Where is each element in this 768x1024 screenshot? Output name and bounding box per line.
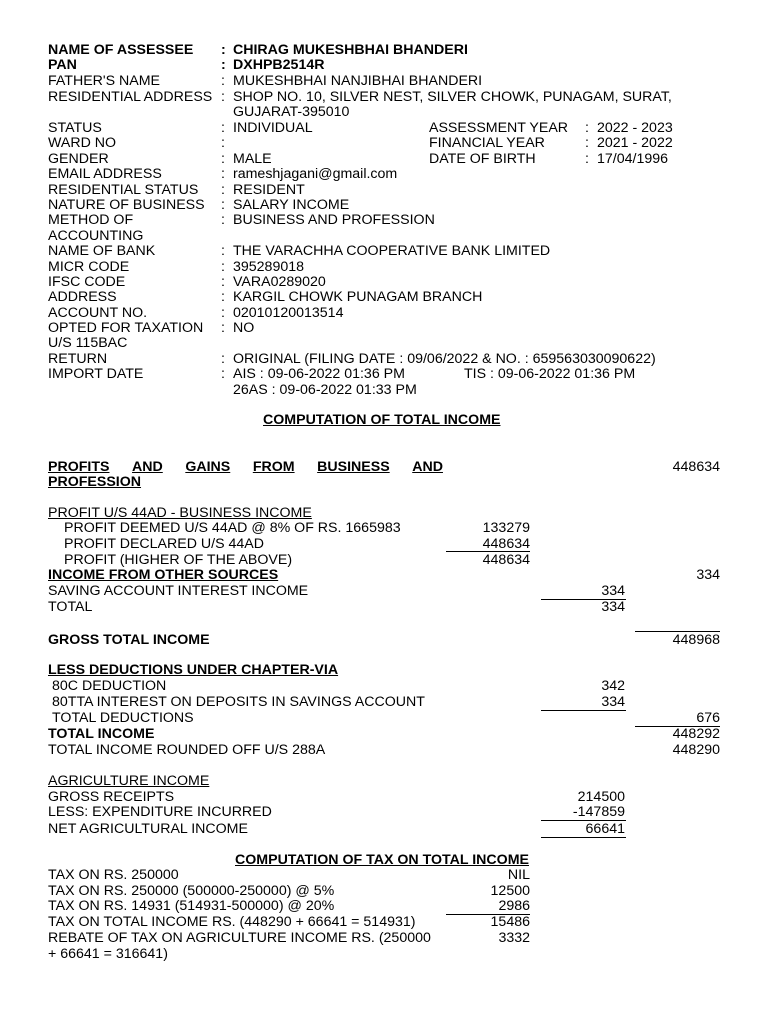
d80tta-label: 80TTA INTEREST ON DEPOSITS IN SAVINGS ACCOUNT <box>52 694 425 710</box>
opted-label: OPTED FOR TAXATION <box>48 320 204 336</box>
net-agri-value: 66641 <box>585 821 625 837</box>
micr-value: 395289018 <box>233 259 305 275</box>
fy-value: 2021 - 2022 <box>597 135 673 151</box>
rounded-income-value: 448290 <box>672 742 720 758</box>
ay-label: ASSESSMENT YEAR <box>429 120 569 136</box>
total-income-value: 448292 <box>672 726 720 742</box>
bank-address-value: KARGIL CHOWK PUNAGAM BRANCH <box>233 289 483 305</box>
tax-line-2-label: TAX ON RS. 250000 (500000-250000) @ 5% <box>48 883 335 899</box>
colon: : <box>221 351 225 367</box>
colon: : <box>221 289 225 305</box>
deductions-heading: LESS DEDUCTIONS UNDER CHAPTER-VIA <box>48 662 339 678</box>
pgbp-word: PROFITS <box>48 459 110 475</box>
gross-receipts-label: GROSS RECEIPTS <box>48 789 175 805</box>
colon: : <box>221 57 226 73</box>
address-value-line2: GUJARAT-395010 <box>233 104 350 120</box>
gti-label: GROSS TOTAL INCOME <box>48 632 210 648</box>
d80tta-value: 334 <box>601 694 625 710</box>
import-tis: TIS : 09-06-2022 01:36 PM <box>464 366 636 382</box>
colon: : <box>221 320 225 336</box>
pgbp-word: AND <box>412 459 443 475</box>
total-income-label: TOTAL INCOME <box>48 726 155 742</box>
method-label-line2: ACCOUNTING <box>48 228 144 244</box>
status-label: STATUS <box>48 120 102 136</box>
tax-line-1-label: TAX ON RS. 250000 <box>48 867 179 883</box>
tax-line-3-label: TAX ON RS. 14931 (514931-500000) @ 20% <box>48 898 335 914</box>
profit-higher-label: PROFIT (HIGHER OF THE ABOVE) <box>64 552 293 568</box>
tax-line-4-value: 15486 <box>490 914 530 930</box>
ios-subtotal-value: 334 <box>601 599 625 615</box>
tax-rebate-value: 3332 <box>498 930 530 946</box>
gender-value: MALE <box>233 151 272 167</box>
profit-deemed-value: 133279 <box>482 520 530 536</box>
dob-label: DATE OF BIRTH <box>429 151 536 167</box>
expenditure-label: LESS: EXPENDITURE INCURRED <box>48 804 272 820</box>
import-label: IMPORT DATE <box>48 366 144 382</box>
tax-rebate-label: REBATE OF TAX ON AGRICULTURE INCOME RS. (250000 <box>48 930 431 946</box>
nature-label: NATURE OF BUSINESS <box>48 197 205 213</box>
pgbp-total: 448634 <box>672 459 720 475</box>
section-44ad-title: PROFIT U/S 44AD - BUSINESS INCOME <box>48 505 312 521</box>
opted-value: NO <box>233 320 255 336</box>
gross-receipts-value: 214500 <box>577 789 625 805</box>
profit-declared-label: PROFIT DECLARED U/S 44AD <box>64 536 264 552</box>
total-deductions-label: TOTAL DEDUCTIONS <box>52 710 194 726</box>
dob-value: 17/04/1996 <box>597 151 669 167</box>
rounded-income-label: TOTAL INCOME ROUNDED OFF U/S 288A <box>48 742 326 758</box>
d80c-value: 342 <box>601 678 625 694</box>
colon: : <box>221 212 225 228</box>
saving-interest-value: 334 <box>601 583 625 599</box>
email-label: EMAIL ADDRESS <box>48 166 162 182</box>
colon: : <box>221 305 225 321</box>
email-value: rameshjagani@gmail.com <box>233 166 398 182</box>
colon: : <box>221 197 225 213</box>
residential-status-value: RESIDENT <box>233 182 305 198</box>
tax-line-1-value: NIL <box>507 867 530 883</box>
ifsc-label: IFSC CODE <box>48 274 126 290</box>
tax-line-2-value: 12500 <box>490 883 530 899</box>
colon: : <box>221 182 225 198</box>
colon: : <box>221 259 225 275</box>
ifsc-value: VARA0289020 <box>233 274 326 290</box>
colon: : <box>221 120 225 136</box>
status-value: INDIVIDUAL <box>233 120 313 136</box>
tax-line-3-value: 2986 <box>498 898 530 914</box>
bank-value: THE VARACHHA COOPERATIVE BANK LIMITED <box>233 243 551 259</box>
profit-declared-value: 448634 <box>482 536 530 552</box>
account-label: ACCOUNT NO. <box>48 305 148 321</box>
saving-interest-label: SAVING ACCOUNT INTEREST INCOME <box>48 583 309 599</box>
pgbp-word: BUSINESS <box>317 459 390 475</box>
pgbp-heading-line2: PROFESSION <box>48 474 142 490</box>
profit-deemed-label: PROFIT DEEMED U/S 44AD @ 8% OF RS. 1665983 <box>64 520 401 536</box>
method-value: BUSINESS AND PROFESSION <box>233 212 435 228</box>
colon: : <box>585 120 589 136</box>
colon: : <box>221 274 225 290</box>
father-label: FATHER'S NAME <box>48 73 161 89</box>
colon: : <box>221 135 225 151</box>
computation-title: COMPUTATION OF TOTAL INCOME <box>263 412 501 428</box>
colon: : <box>221 243 225 259</box>
method-label: METHOD OF <box>48 212 134 228</box>
bank-label: NAME OF BANK <box>48 243 156 259</box>
tax-title: COMPUTATION OF TAX ON TOTAL INCOME <box>235 852 529 868</box>
colon: : <box>221 366 225 382</box>
pgbp-word: AND <box>132 459 163 475</box>
colon: : <box>221 166 225 182</box>
opted-label-line2: U/S 115BAC <box>48 335 128 351</box>
address-value: SHOP NO. 10, SILVER NEST, SILVER CHOWK, PUNAGAM, SURAT, <box>233 89 672 105</box>
d80c-label: 80C DEDUCTION <box>52 678 167 694</box>
ward-label: WARD NO <box>48 135 117 151</box>
total-deductions-value: 676 <box>696 710 720 726</box>
ay-value: 2022 - 2023 <box>597 120 673 136</box>
colon: : <box>221 42 226 58</box>
ios-subtotal-label: TOTAL <box>48 599 93 615</box>
account-value: 02010120013514 <box>233 305 344 321</box>
ios-heading: INCOME FROM OTHER SOURCES <box>48 567 279 583</box>
bank-address-label: ADDRESS <box>48 289 117 305</box>
pgbp-heading <box>48 459 443 475</box>
expenditure-value: -147859 <box>572 804 625 820</box>
tax-rebate-label-line2: + 66641 = 316641) <box>48 946 168 962</box>
address-label: RESIDENTIAL ADDRESS <box>48 89 213 105</box>
colon: : <box>585 151 589 167</box>
tax-line-4-label: TAX ON TOTAL INCOME RS. (448290 + 66641 = 514931) <box>48 914 416 930</box>
assessee-label: NAME OF ASSESSEE <box>48 42 194 58</box>
pgbp-word: GAINS <box>185 459 231 475</box>
import-ais: AIS : 09-06-2022 01:36 PM <box>233 366 405 382</box>
nature-value: SALARY INCOME <box>233 197 350 213</box>
pan-value: DXHPB2514R <box>233 57 325 73</box>
subtotal-rule <box>541 837 626 838</box>
gender-label: GENDER <box>48 151 109 167</box>
residential-status-label: RESIDENTIAL STATUS <box>48 182 199 198</box>
assessee-value: CHIRAG MUKESHBHAI BHANDERI <box>233 42 468 58</box>
import-26as: 26AS : 09-06-2022 01:33 PM <box>233 382 417 398</box>
return-value: ORIGINAL (FILING DATE : 09/06/2022 & NO. : 659563030090622) <box>233 351 656 367</box>
subtotal-rule <box>541 710 626 711</box>
colon: : <box>221 89 225 105</box>
colon: : <box>221 73 225 89</box>
ios-total: 334 <box>696 567 720 583</box>
colon: : <box>585 135 589 151</box>
gti-value: 448968 <box>672 632 720 648</box>
colon: : <box>221 151 225 167</box>
agriculture-heading: AGRICULTURE INCOME <box>48 773 210 789</box>
profit-higher-value: 448634 <box>482 552 530 568</box>
micr-label: MICR CODE <box>48 259 130 275</box>
pan-label: PAN <box>48 57 77 73</box>
net-agri-label: NET AGRICULTURAL INCOME <box>48 821 248 837</box>
pgbp-word: FROM <box>252 459 295 475</box>
father-value: MUKESHBHAI NANJIBHAI BHANDERI <box>233 73 483 89</box>
return-label: RETURN <box>48 351 108 367</box>
fy-label: FINANCIAL YEAR <box>429 135 545 151</box>
